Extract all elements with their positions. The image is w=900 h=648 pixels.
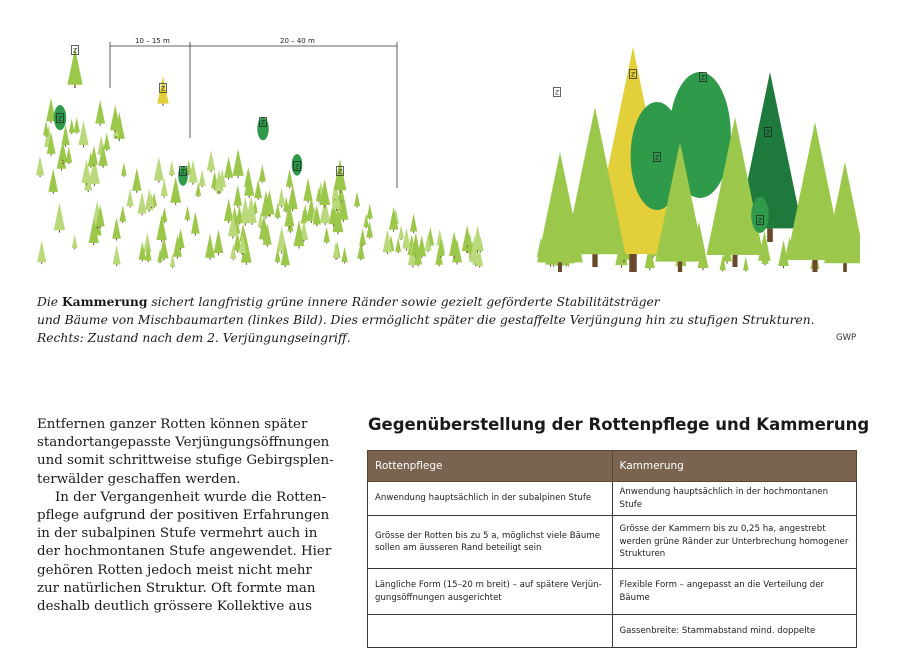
spruce-tree-icon bbox=[185, 206, 191, 220]
spruce-tree-icon bbox=[132, 168, 141, 191]
spruce-tree-icon bbox=[395, 237, 401, 251]
table-header-row bbox=[368, 451, 857, 482]
spruce-tree-icon bbox=[286, 169, 293, 187]
svg-text:Z: Z bbox=[180, 168, 186, 176]
comparison-table-title: Gegenüberstellung der Rottenpflege und Kammerung bbox=[368, 415, 870, 434]
spruce-tree-icon bbox=[36, 156, 44, 176]
cell-kammerung: Gassenbreite: Stammabstand mind. doppelte bbox=[612, 615, 857, 648]
dimension-label-left: 10 – 15 m bbox=[135, 37, 170, 45]
cell-kammerung: Grösse der Kammern bis zu 0,25 ha, angestrebt werden grüne Ränder zur Unterbrechung homogener Strukturen bbox=[612, 516, 857, 569]
body-text-column bbox=[37, 416, 334, 616]
spruce-tree-icon bbox=[367, 204, 373, 219]
paragraph-line: in der subalpinen Stufe vermehrt auch in bbox=[37, 526, 318, 542]
spruce-tree-icon bbox=[278, 188, 285, 206]
spruce-tree-icon bbox=[169, 160, 175, 175]
svg-text:Z: Z bbox=[294, 163, 300, 171]
spruce-tree-icon bbox=[69, 118, 75, 132]
spruce-tree-icon bbox=[436, 229, 443, 246]
svg-text:Z: Z bbox=[337, 168, 343, 176]
spruce-tree-icon bbox=[154, 157, 164, 181]
spruce-tree-icon bbox=[233, 185, 242, 206]
paragraph-line: terwälder geschaffen werden. bbox=[37, 471, 241, 487]
spruce-tree-icon bbox=[205, 234, 215, 258]
spruce-tree-icon bbox=[410, 214, 417, 232]
spruce-tree-icon bbox=[224, 156, 233, 177]
spruce-tree-icon bbox=[121, 162, 126, 175]
spruce-tree-icon bbox=[259, 164, 266, 181]
spruce-tree-icon bbox=[191, 213, 200, 234]
svg-text:Z: Z bbox=[554, 89, 560, 97]
cell-rottenpflege bbox=[368, 615, 613, 648]
spruce-tree-icon bbox=[472, 225, 482, 250]
spruce-tree-icon bbox=[78, 120, 88, 145]
column-header-kammerung: Kammerung bbox=[612, 451, 857, 482]
svg-text:Z: Z bbox=[160, 85, 166, 93]
column-header-rottenpflege: Rottenpflege bbox=[368, 451, 613, 482]
spruce-tree-icon bbox=[323, 227, 330, 243]
spruce-tree-icon bbox=[74, 117, 80, 132]
paragraph-line: standortangepasste Verjüngungsöffnungen bbox=[37, 435, 330, 451]
regeneration-illustration bbox=[515, 22, 860, 277]
cell-rottenpflege: Längliche Form (15–20 m breit) – auf spätere Verjün- gungsöffnungen ausgerichtet bbox=[368, 569, 613, 615]
spruce-tree-icon bbox=[398, 225, 404, 239]
spruce-tree-icon bbox=[199, 169, 206, 185]
paragraph-line: und somit schrittweise stufige Gebirgsplen- bbox=[37, 453, 334, 469]
svg-text:Z: Z bbox=[57, 115, 63, 123]
svg-text:Z: Z bbox=[72, 47, 78, 55]
broadleaf-tree-icon bbox=[751, 197, 769, 233]
spruce-tree-icon bbox=[354, 191, 360, 206]
svg-text:Z: Z bbox=[630, 71, 636, 79]
spruce-tree-icon bbox=[359, 228, 366, 245]
image-credit: GWP bbox=[836, 333, 857, 343]
figure-caption: Die Kammerung sichert langfristig grüne innere Ränder sowie gezielt geförderte Stabilitätsträger und Bäume von Mischbaumarten (linkes Bild). Dies ermöglicht später die gestaffelte Verjüngung hin zu stufigen Strukturen. Rechts: Zustand nach dem 2. Verjüngungseingriff. bbox=[37, 294, 815, 345]
spruce-tree-icon bbox=[214, 229, 224, 253]
paragraph-line: pflege aufgrund der positiven Erfahrungen bbox=[37, 508, 330, 524]
cell-kammerung: Flexible Form – angepasst an die Verteilung der Bäume bbox=[612, 569, 857, 615]
spruce-tree-icon bbox=[54, 203, 65, 230]
spruce-tree-icon bbox=[341, 246, 347, 262]
table-row bbox=[368, 516, 857, 569]
svg-text:Z: Z bbox=[260, 119, 266, 127]
spruce-tree-icon bbox=[303, 178, 312, 201]
spruce-tree-icon bbox=[103, 133, 110, 150]
cell-kammerung: Anwendung hauptsächlich in der hochmontanen Stufe bbox=[612, 482, 857, 516]
comparison-table bbox=[367, 450, 857, 648]
paragraph-line: gehören Rotten jedoch meist nicht mehr bbox=[37, 562, 312, 578]
spruce-tree-icon bbox=[233, 149, 244, 176]
svg-text:Z: Z bbox=[654, 154, 660, 162]
svg-text:Z: Z bbox=[765, 129, 771, 137]
paragraph-line: In der Vergangenheit wurde die Rotten- bbox=[55, 489, 327, 505]
paragraph-line: zur natürlichen Struktur. Oft formte man bbox=[37, 580, 316, 596]
cell-rottenpflege: Grösse der Rotten bis zu 5 a, möglichst viele Bäume sollen am äusseren Rand beteiligt sein bbox=[368, 516, 613, 569]
dimension-label-right: 20 – 40 m bbox=[280, 37, 315, 45]
spruce-tree-icon bbox=[254, 179, 262, 198]
paragraph-line: der hochmontanen Stufe angewendet. Hier bbox=[37, 544, 332, 560]
svg-text:Z: Z bbox=[757, 217, 763, 225]
table-row bbox=[368, 569, 857, 615]
paragraph-line: Entfernen ganzer Rotten können später bbox=[37, 417, 308, 432]
table-row bbox=[368, 615, 857, 648]
cell-rottenpflege: Anwendung hauptsächlich in der subalpinen Stufe bbox=[368, 482, 613, 516]
paragraph-line: deshalb deutlich grössere Kollektive aus bbox=[37, 599, 313, 615]
kammerung-illustration bbox=[35, 28, 495, 278]
spruce-tree-icon bbox=[126, 189, 133, 207]
table-row bbox=[368, 482, 857, 516]
spruce-tree-icon bbox=[95, 100, 105, 124]
spruce-tree-icon bbox=[207, 150, 215, 171]
caption-keyword: Kammerung bbox=[61, 294, 148, 309]
svg-text:Z: Z bbox=[700, 74, 706, 82]
spruce-tree-icon bbox=[37, 240, 46, 262]
spruce-tree-icon bbox=[48, 169, 58, 192]
spruce-tree-icon bbox=[743, 256, 749, 270]
